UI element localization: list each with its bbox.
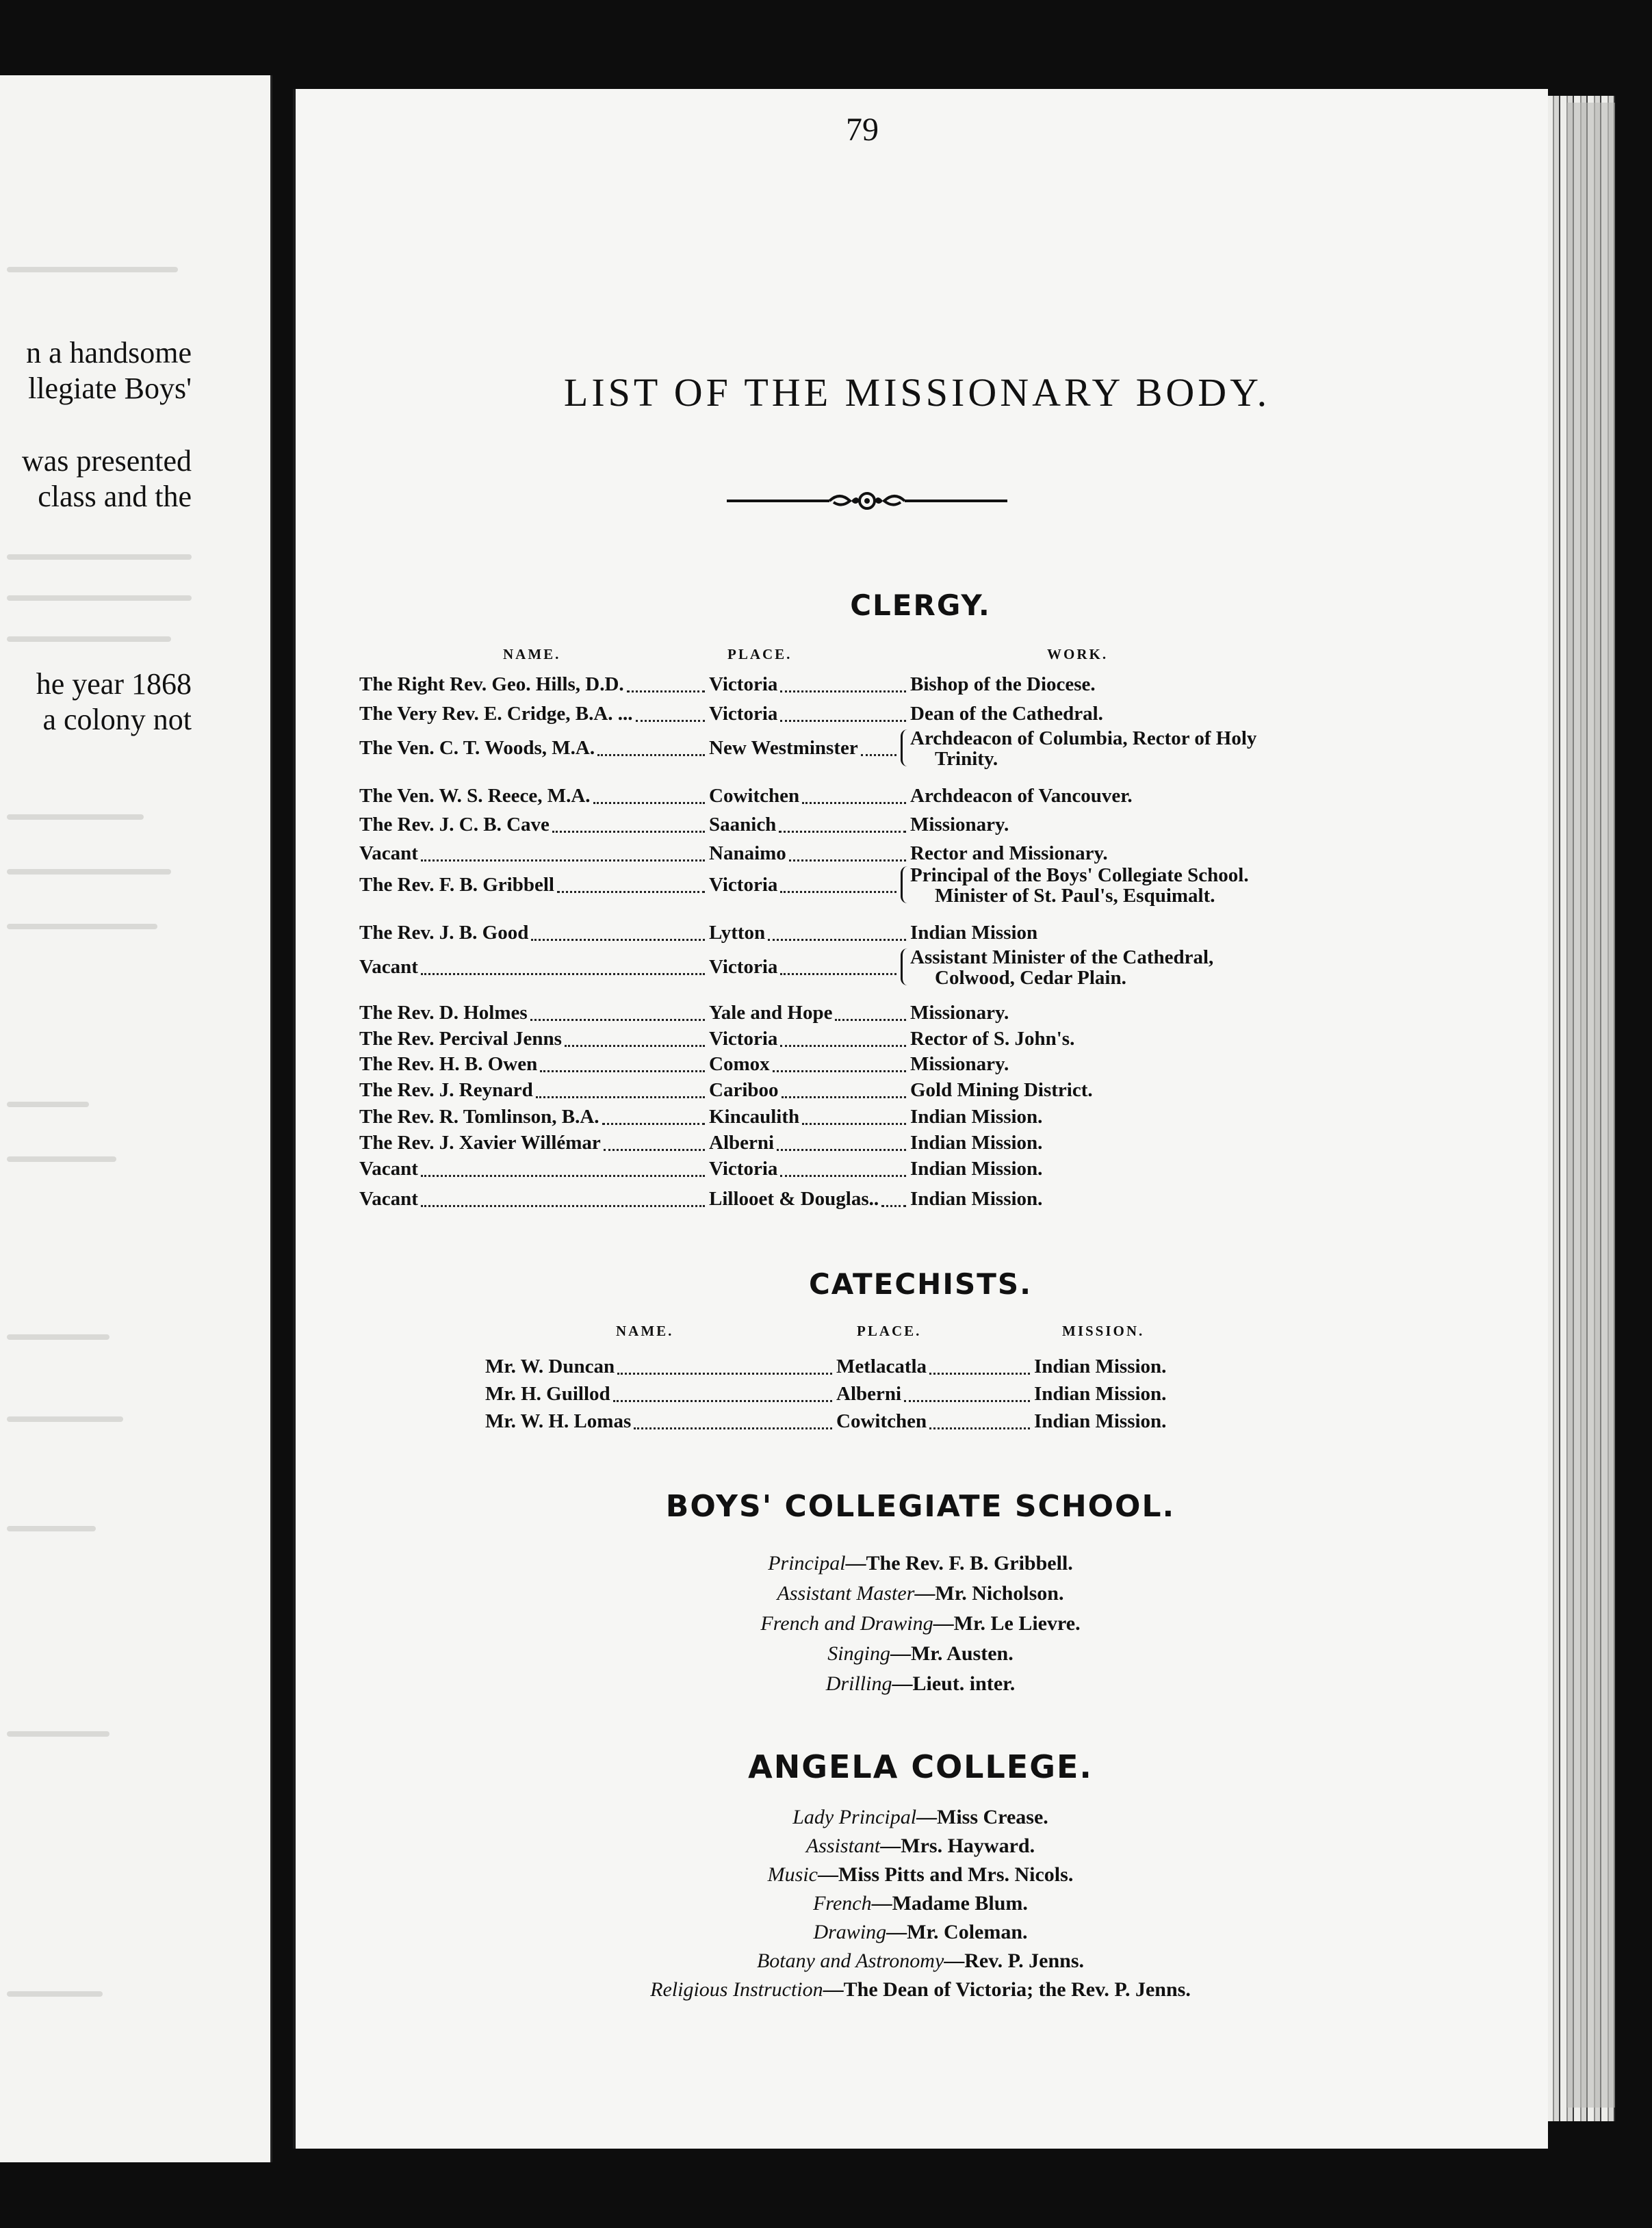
dot-leader — [565, 1028, 705, 1047]
dash-separator: — — [914, 1582, 935, 1605]
staff-person: The Dean of Victoria; the Rev. P. Jenns. — [843, 1978, 1191, 2001]
clergy-name: The Very Rev. E. Cridge, B.A. ... — [359, 703, 633, 725]
left-page — [0, 75, 272, 2162]
clergy-place: Lillooet & Douglas.. — [709, 1188, 879, 1210]
page-title: LIST OF THE MISSIONARY BODY. — [563, 370, 1271, 415]
dot-leader — [802, 786, 906, 804]
dot-leader — [780, 1158, 906, 1177]
staff-person: Mr. Coleman. — [907, 1921, 1028, 1943]
clergy-work: Bishop of the Diocese. — [910, 673, 1096, 695]
clergy-name: The Rev. R. Tomlinson, B.A. — [359, 1106, 599, 1128]
dot-leader — [780, 957, 896, 975]
catechists-mission-header: MISSION. — [1062, 1323, 1145, 1339]
clergy-name: The Rev. J. B. Good — [359, 922, 529, 944]
page-number: 79 — [846, 112, 879, 148]
faded-text-line — [7, 1526, 96, 1531]
brace-mark — [901, 866, 909, 903]
faded-text-line — [7, 1102, 89, 1107]
catechist-name: Mr. W. H. Lomas — [485, 1410, 632, 1432]
clergy-place: Saanich — [709, 814, 777, 836]
catechist-place: Cowitchen — [836, 1410, 927, 1432]
clergy-work-continued: Colwood, Cedar Plain. — [935, 967, 1126, 989]
staff-person: Miss Crease. — [937, 1806, 1048, 1828]
clergy-place: Victoria — [709, 956, 778, 978]
staff-role: Principal — [768, 1552, 846, 1575]
clergy-name: The Rev. J. Reynard — [359, 1079, 533, 1101]
faded-text-line — [7, 595, 192, 601]
faded-text-line — [7, 554, 192, 560]
dot-leader — [552, 814, 705, 833]
staff-role: Music — [767, 1863, 818, 1886]
clergy-place-header: PLACE. — [727, 646, 792, 662]
dot-leader — [557, 875, 705, 893]
brace-mark — [901, 729, 909, 766]
staff-person: Mr. Le Lievre. — [953, 1612, 1081, 1635]
catechist-mission: Indian Mission. — [1034, 1356, 1167, 1377]
dot-leader — [613, 1384, 832, 1402]
staff-person: Mrs. Hayward. — [901, 1835, 1035, 1857]
staff-role: Lady Principal — [792, 1806, 917, 1828]
clergy-work: Rector of S. John's. — [910, 1028, 1075, 1050]
staff-line — [294, 1612, 1547, 1635]
staff-role: Drawing — [813, 1921, 887, 1943]
clergy-work: Assistant Minister of the Cathedral, — [910, 946, 1214, 968]
clergy-name: The Rev. H. B. Owen — [359, 1053, 538, 1075]
staff-role: Botany and Astronomy — [756, 1950, 944, 1972]
faded-text-line — [7, 1416, 123, 1422]
dot-leader — [782, 1080, 907, 1098]
page-edge-shadow — [1567, 103, 1615, 2108]
clergy-place: Alberni — [709, 1132, 775, 1154]
left-page-fragment: n a handsome — [26, 336, 192, 370]
dot-leader — [530, 1002, 705, 1021]
clergy-name: Vacant — [359, 956, 418, 978]
left-page-fragment: class and the — [38, 480, 192, 513]
dash-separator: — — [823, 1978, 844, 2001]
dot-leader — [802, 1106, 906, 1125]
clergy-place: Yale and Hope — [709, 1002, 833, 1024]
staff-line — [294, 1921, 1547, 1944]
clergy-work: Missionary. — [910, 814, 1009, 836]
catechist-name: Mr. H. Guillod — [485, 1383, 610, 1405]
staff-role: Religious Instruction — [650, 1978, 823, 2001]
dot-leader — [421, 957, 705, 975]
clergy-work: Dean of the Cathedral. — [910, 703, 1103, 725]
staff-role: French — [813, 1892, 872, 1915]
staff-person: Madame Blum. — [892, 1892, 1028, 1915]
clergy-name: The Rev. F. B. Gribbell — [359, 874, 554, 896]
brace-mark — [901, 948, 909, 985]
boys-school-heading: BOYS' COLLEGIATE SCHOOL. — [665, 1489, 1176, 1524]
staff-line — [294, 1806, 1547, 1829]
clergy-name: The Ven. W. S. Reece, M.A. — [359, 785, 591, 807]
dot-leader — [536, 1080, 705, 1098]
dot-leader — [780, 674, 906, 692]
dot-leader — [617, 1356, 832, 1375]
staff-line — [294, 1835, 1547, 1858]
staff-role: Drilling — [825, 1672, 892, 1695]
clergy-place: Kincaulith — [709, 1106, 800, 1128]
clergy-work: Gold Mining District. — [910, 1079, 1093, 1101]
left-page-fragment: llegiate Boys' — [28, 372, 192, 405]
dot-leader — [602, 1106, 705, 1125]
clergy-heading: CLERGY. — [850, 588, 991, 622]
staff-line — [294, 1892, 1547, 1915]
dot-leader — [779, 814, 906, 833]
catechist-place: Alberni — [836, 1383, 902, 1405]
clergy-name: The Ven. C. T. Woods, M.A. — [359, 737, 595, 759]
clergy-place: Victoria — [709, 703, 778, 725]
dot-leader — [861, 738, 896, 756]
clergy-place: Cowitchen — [709, 785, 800, 807]
clergy-name: Vacant — [359, 1158, 418, 1180]
dot-leader — [904, 1384, 1030, 1402]
staff-person: The Rev. F. B. Gribbell. — [866, 1552, 1073, 1575]
clergy-work: Indian Mission. — [910, 1188, 1043, 1210]
dot-leader — [789, 843, 906, 862]
clergy-name: The Rev. Percival Jenns — [359, 1028, 562, 1050]
left-page-fragment: he year 1868 — [36, 667, 192, 701]
clergy-name: The Rev. D. Holmes — [359, 1002, 528, 1024]
faded-text-line — [7, 636, 171, 642]
dot-leader — [929, 1356, 1030, 1375]
dot-leader — [593, 786, 705, 804]
clergy-place: Cariboo — [709, 1079, 779, 1101]
clergy-name: The Right Rev. Geo. Hills, D.D. — [359, 673, 624, 695]
staff-line — [294, 1950, 1547, 1973]
left-page-fragment: a colony not — [42, 703, 192, 736]
dot-leader — [604, 1132, 705, 1151]
faded-text-line — [7, 267, 178, 272]
clergy-work-continued: Trinity. — [935, 748, 998, 770]
clergy-name: Vacant — [359, 842, 418, 864]
clergy-place: Victoria — [709, 874, 778, 896]
faded-text-line — [7, 814, 144, 820]
catechist-mission: Indian Mission. — [1034, 1410, 1167, 1432]
dot-leader — [421, 843, 705, 862]
faded-text-line — [7, 869, 171, 875]
staff-line — [294, 1672, 1547, 1696]
catechist-name: Mr. W. Duncan — [485, 1356, 615, 1377]
dot-leader — [835, 1002, 906, 1021]
dot-leader — [531, 922, 705, 941]
clergy-work: Principal of the Boys' Collegiate School. — [910, 864, 1249, 886]
dot-leader — [768, 922, 906, 941]
dash-separator: — — [845, 1552, 866, 1575]
staff-person: Mr. Nicholson. — [935, 1582, 1064, 1605]
dot-leader — [636, 703, 705, 722]
catechists-place-header: PLACE. — [857, 1323, 922, 1339]
dot-leader — [780, 875, 896, 893]
staff-person: Lieut. inter. — [912, 1672, 1016, 1695]
catechists-name-header: NAME. — [616, 1323, 674, 1339]
clergy-work-header: WORK. — [1047, 646, 1109, 662]
staff-role: French and Drawing — [760, 1612, 933, 1635]
faded-text-line — [7, 1991, 103, 1997]
clergy-place: Victoria — [709, 673, 778, 695]
dot-leader — [777, 1132, 906, 1151]
clergy-name: The Rev. J. Xavier Willémar — [359, 1132, 601, 1154]
staff-line — [294, 1552, 1547, 1575]
clergy-work-continued: Minister of St. Paul's, Esquimalt. — [935, 885, 1215, 907]
dot-leader — [421, 1189, 705, 1207]
clergy-place: Nanaimo — [709, 842, 786, 864]
dot-leader — [780, 1028, 906, 1047]
left-page-fragment: was presented — [21, 444, 192, 478]
dot-leader — [627, 674, 705, 692]
dot-leader — [780, 703, 906, 722]
clergy-place: Comox — [709, 1053, 770, 1075]
clergy-work: Archdeacon of Vancouver. — [910, 785, 1133, 807]
dash-separator: — — [871, 1892, 892, 1915]
dash-separator: — — [944, 1950, 965, 1972]
dot-leader — [421, 1158, 705, 1177]
catechist-place: Metlacatla — [836, 1356, 927, 1377]
staff-person: Mr. Austen. — [910, 1642, 1014, 1665]
clergy-work: Missionary. — [910, 1002, 1009, 1024]
faded-text-line — [7, 1156, 116, 1162]
staff-role: Assistant — [805, 1835, 881, 1857]
staff-role: Singing — [827, 1642, 890, 1665]
dot-leader — [881, 1189, 906, 1207]
angela-college-heading: ANGELA COLLEGE. — [748, 1748, 1093, 1785]
dot-leader — [929, 1411, 1030, 1429]
clergy-name: Vacant — [359, 1188, 418, 1210]
clergy-work: Indian Mission — [910, 922, 1038, 944]
ornament-divider — [727, 487, 1007, 515]
clergy-work: Indian Mission. — [910, 1132, 1043, 1154]
dash-separator: — — [916, 1806, 938, 1828]
clergy-work: Archdeacon of Columbia, Rector of Holy — [910, 727, 1257, 749]
clergy-name: The Rev. J. C. B. Cave — [359, 814, 550, 836]
clergy-place: Victoria — [709, 1028, 778, 1050]
staff-line — [294, 1642, 1547, 1666]
clergy-work: Indian Mission. — [910, 1106, 1043, 1128]
staff-person: Rev. P. Jenns. — [964, 1950, 1085, 1972]
dash-separator: — — [886, 1921, 907, 1943]
dash-separator: — — [933, 1612, 954, 1635]
dash-separator: — — [892, 1672, 913, 1695]
clergy-work: Missionary. — [910, 1053, 1009, 1075]
staff-line — [294, 1978, 1547, 2002]
clergy-name-header: NAME. — [503, 646, 561, 662]
clergy-work: Rector and Missionary. — [910, 842, 1108, 864]
dot-leader — [773, 1054, 906, 1072]
dot-leader — [634, 1411, 832, 1429]
staff-line — [294, 1582, 1547, 1605]
staff-role: Assistant Master — [777, 1582, 915, 1605]
staff-line — [294, 1863, 1547, 1887]
faded-text-line — [7, 924, 157, 929]
clergy-place: Lytton — [709, 922, 766, 944]
faded-text-line — [7, 1334, 109, 1340]
clergy-work: Indian Mission. — [910, 1158, 1043, 1180]
clergy-place: Victoria — [709, 1158, 778, 1180]
dash-separator: — — [818, 1863, 838, 1886]
catechists-heading: CATECHISTS. — [808, 1267, 1033, 1301]
dot-leader — [597, 738, 705, 756]
dot-leader — [540, 1054, 705, 1072]
dash-separator: — — [880, 1835, 901, 1857]
dash-separator: — — [890, 1642, 911, 1665]
faded-text-line — [7, 1731, 109, 1737]
staff-person: Miss Pitts and Mrs. Nicols. — [838, 1863, 1074, 1886]
catechist-mission: Indian Mission. — [1034, 1383, 1167, 1405]
clergy-place: New Westminster — [709, 737, 858, 759]
